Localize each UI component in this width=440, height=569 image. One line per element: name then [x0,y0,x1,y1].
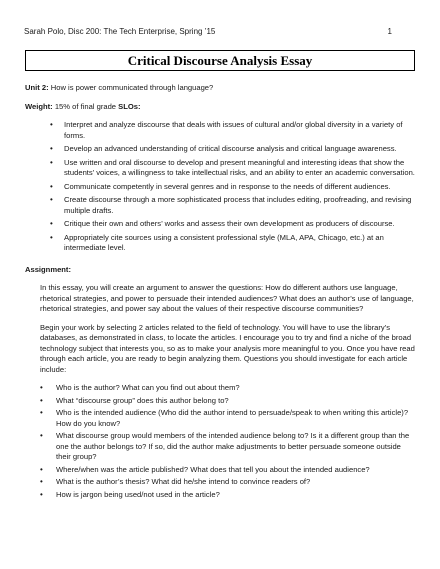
list-item: • Use written and oral discourse to develop and present meaningful and interesting ideas that show the students’ voices, a willingness to take intellectual risks, and an ability to enter an academic conversation. [50,158,417,179]
list-item: • Communicate competently in several genres and in response to the needs of different audiences. [50,182,417,193]
list-item: • Interpret and analyze discourse that deals with issues of cultural and/or global diversity in a variety of forms. [50,120,417,141]
page-header [24,27,392,36]
list-item: • Where/when was the article published? What does that tell you about the intended audience? [40,465,417,476]
assignment-heading: Assignment: [25,264,71,274]
document-body [25,83,417,502]
list-item: • Who is the intended audience (Who did the author intend to persuade/speak to when writing this article)? How do you know? [40,408,417,429]
header-course-info: Sarah Polo, Disc 200: The Tech Enterprise, Spring ’15 [24,27,216,36]
slo-list [25,120,417,254]
assignment-paragraph-2: Begin your work by selecting 2 articles related to the field of technology. You will have to use the library’s databases, as demonstrated in class, to locate the articles. I encourage you to try and find a niche of the broad technology subject that interests you, so as to make your analysis more meaningful to you. Once you have read through each article, you are ready to begin analyzing them. Questions you should investigate for each article include: [40,322,415,374]
list-item: • Appropriately cite sources using a consistent professional style (MLA, APA, Chicago, etc.) at an intermediate level. [50,233,417,254]
unit-label: Unit 2: [25,83,49,92]
list-item: • Create discourse through a more sophisticated process that includes editing, proofreading, and revising multiple drafts. [50,195,417,216]
list-item: • Develop an advanced understanding of critical discourse analysis and critical language awareness. [50,144,417,155]
title-box [25,50,415,71]
list-item: • What discourse group would members of the intended audience belong to? Is it a different group than the one the author belongs to? If so, did the author make adjustments to better persuade someone outside their group? [40,431,417,463]
list-item: • Critique their own and others’ works and assess their own development as producers of discourse. [50,219,417,230]
list-item: • What is the author’s thesis? What did he/she intend to convince readers of? [40,477,417,488]
list-item: • How is jargon being used/not used in the article? [40,490,417,501]
unit-text: How is power communicated through language? [48,83,214,92]
header-page-number: 1 [387,27,392,36]
list-item: • Who is the author? What can you find out about them? [40,383,417,394]
weight-text: 15% of final grade [52,101,119,111]
slos-label: SLOs: [118,101,141,111]
assignment-paragraph-1: In this essay, you will create an argument to answer the questions: How do different authors use language, rhetorical strategies, and power to persuade their intended audiences? What does an author’s use of language, rhetorical strategies, and power say about the values of their respective discourse communities? [40,283,414,313]
unit-line [25,83,417,94]
document-title: Critical Discourse Analysis Essay [127,52,313,68]
weight-line [25,102,417,113]
question-list [25,383,417,500]
weight-label: Weight: [25,101,53,111]
list-item: • What “discourse group” does this author belong to? [40,396,417,407]
